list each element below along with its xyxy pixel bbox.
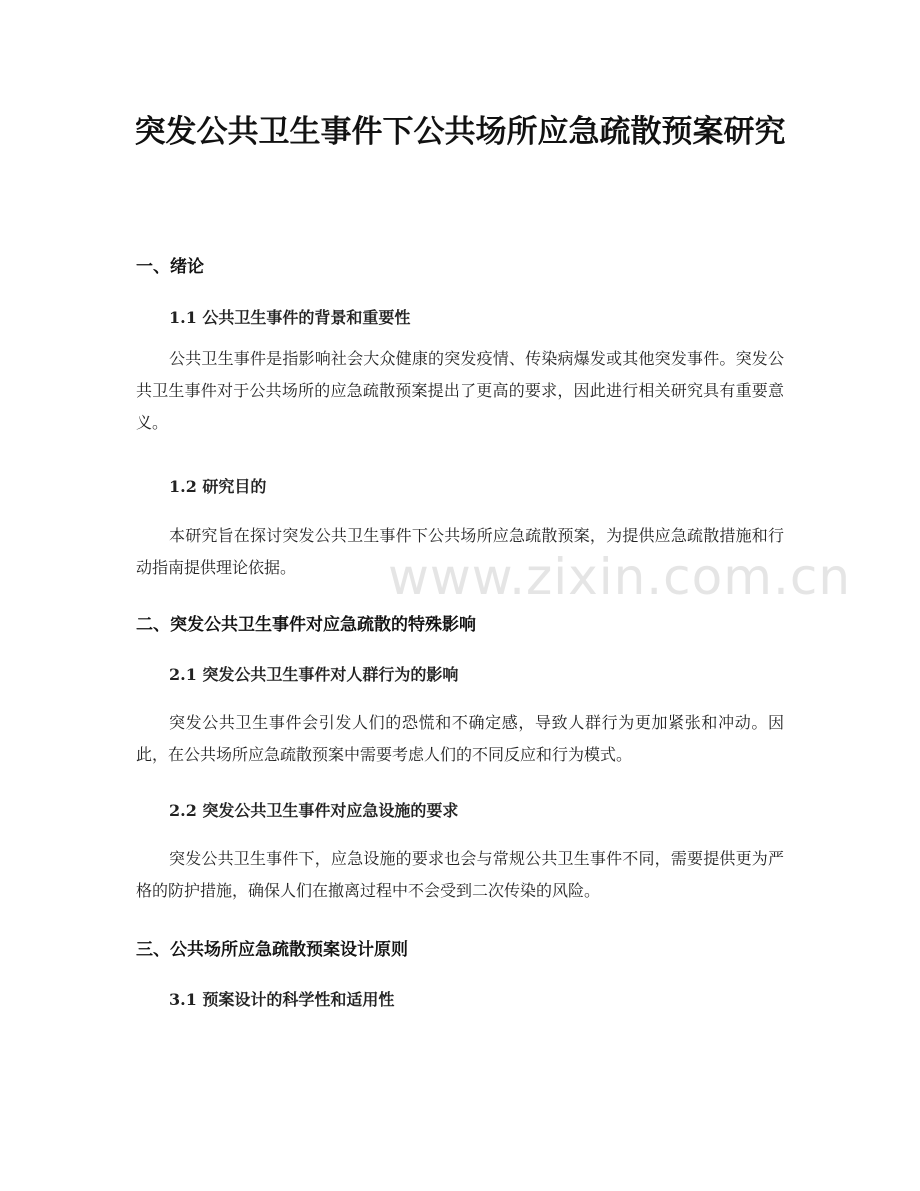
section-heading-3: 三、公共场所应急疏散预案设计原则 <box>136 940 408 960</box>
paragraph-2-2: 突发公共卫生事件下，应急设施的要求也会与常规公共卫生事件不同，需要提供更为严格的防护措施，确保人们在撤离过程中不会受到二次传染的风险。 <box>136 849 784 900</box>
section-heading-1: 一、绪论 <box>136 257 204 277</box>
subsection-heading-1-1: 1.1 公共卫生事件的背景和重要性 <box>169 308 411 327</box>
paragraph-1-2: 本研究旨在探讨突发公共卫生事件下公共场所应急疏散预案，为提供应急疏散措施和行动指南提供理论依据。 <box>136 526 784 577</box>
paragraph-1-1: 公共卫生事件是指影响社会大众健康的突发疫情、传染病爆发或其他突发事件。突发公共卫生事件对于公共场所的应急疏散预案提出了更高的要求，因此进行相关研究具有重要意义。 <box>136 349 784 432</box>
section-heading-2: 二、突发公共卫生事件对应急疏散的特殊影响 <box>136 615 476 635</box>
subsection-heading-2-1: 2.1 突发公共卫生事件对人群行为的影响 <box>169 665 459 684</box>
subsection-heading-3-1: 3.1 预案设计的科学性和适用性 <box>169 990 395 1009</box>
document-title: 突发公共卫生事件下公共场所应急疏散预案研究 <box>134 114 786 150</box>
subsection-heading-1-2: 1.2 研究目的 <box>169 477 267 496</box>
watermark: www.zixin.com.cn <box>388 548 852 606</box>
paragraph-2-1: 突发公共卫生事件会引发人们的恐慌和不确定感，导致人群行为更加紧张和冲动。因此，在公共场所应急疏散预案中需要考虑人们的不同反应和行为模式。 <box>136 713 784 764</box>
subsection-heading-2-2: 2.2 突发公共卫生事件对应急设施的要求 <box>169 801 459 820</box>
